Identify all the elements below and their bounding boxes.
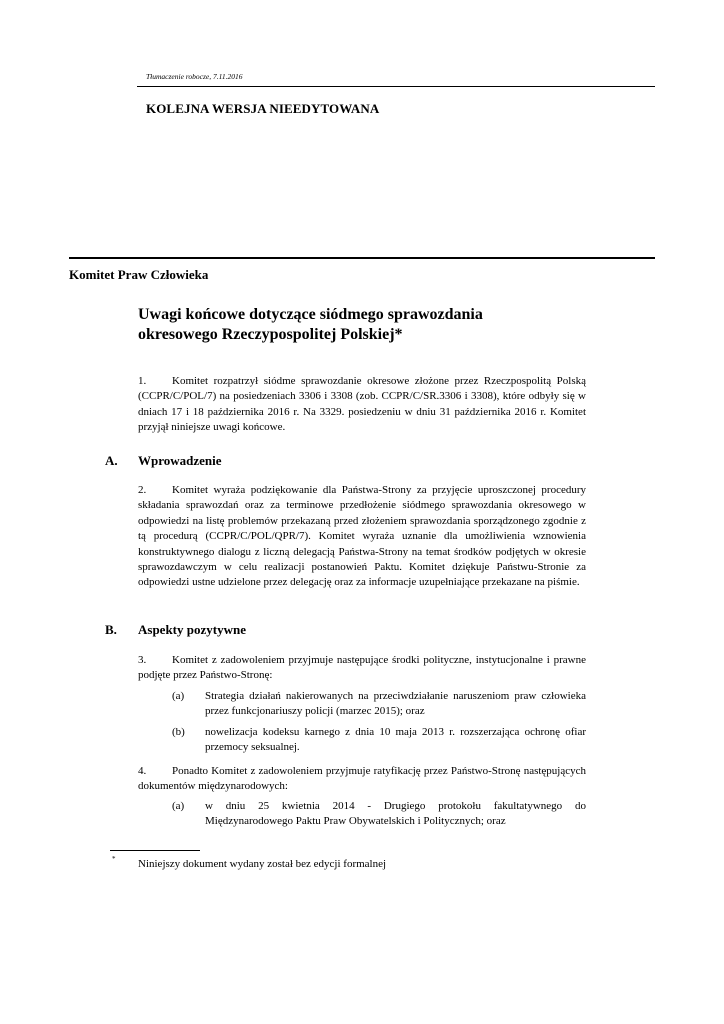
subitem-text: nowelizacja kodeksu karnego z dnia 10 maja 2013 r. rozszerzająca ochronę ofiar przemocy seksualnej. xyxy=(205,726,586,754)
footnote-rule xyxy=(110,850,200,851)
subitem-text: w dniu 25 kwietnia 2014 - Drugiego protokołu fakultatywnego do Międzynarodowego Paktu Praw Obywatelskich i Politycznych; oraz xyxy=(205,800,586,828)
paragraph-number: 4. xyxy=(138,765,147,777)
paragraph-1 xyxy=(138,374,586,436)
paragraph-text: Komitet rozpatrzył siódme sprawozdanie okresowe złożone przez Rzeczpospolitą Polską (CCPR/C/POL/7) na posiedzeniach 3306 i 3308 (zob. CCPR/C/SR.3306 i 3308), które odbyły się w dniach 17 i 18 października 2016 r. Na 3329. posiedzeniu w dniu 31 października 2016 r. Komitet przyjął niniejsze uwagi końcowe. xyxy=(138,375,586,434)
header-rule xyxy=(137,86,655,87)
working-translation-note: Tłumaczenie robocze, 7.11.2016 xyxy=(146,72,243,81)
header-thick-rule xyxy=(69,257,655,259)
subitem-label: (a) xyxy=(172,800,185,812)
paragraph-text: Komitet z zadowoleniem przyjmuje następujące środki polityczne, instytucjonalne i prawne podjęte przez Państwo-Stronę: xyxy=(138,654,586,682)
footnote-text: Niniejszy dokument wydany został bez edycji formalnej xyxy=(138,858,387,870)
paragraph-number: 2. xyxy=(138,484,147,496)
paragraph-text: Komitet wyraża podziękowanie dla Państwa-Strony za przyjęcie uproszczonej procedury składania sprawozdań oraz za terminowe przedłożenie siódmego sprawozdania okresowego w odpowiedzi na listę problemów przekazaną przed złożeniem sprawozdania sporządzonego zgodnie z tą procedurą (CCPR/C/POL/QPR/7). Komitet wyraża uznanie dla umożliwienia wznowienia konstruktywnego dialogu z liczną delegacją Państwa-Strony na temat środków podjętych w okresie sprawozdawczym w celu realizacji postanowień Paktu. Komitet dziękuje Państwu-Stronie za odpowiedzi ustne udzielone przez delegację oraz za informacje uzupełniające przekazane na piśmie. xyxy=(138,484,586,589)
title-line-1: Uwagi końcowe dotyczące siódmego sprawozdania xyxy=(138,306,483,323)
paragraph-number: 1. xyxy=(138,375,147,387)
subitem-label: (b) xyxy=(172,726,185,738)
section-b-title: Aspekty pozytywne xyxy=(138,622,246,637)
paragraph-4 xyxy=(138,764,586,795)
title-line-2: okresowego Rzeczypospolitej Polskiej* xyxy=(138,326,403,343)
paragraph-number: 3. xyxy=(138,654,147,666)
document-title xyxy=(138,305,618,345)
subitem-3a xyxy=(172,689,586,720)
unedited-version-label: KOLEJNA WERSJA NIEEDYTOWANA xyxy=(146,101,380,116)
subitem-3b xyxy=(172,725,586,756)
paragraph-3 xyxy=(138,653,586,684)
subitem-4a xyxy=(172,799,586,830)
section-a-title: Wprowadzenie xyxy=(138,453,222,468)
committee-name: Komitet Praw Człowieka xyxy=(69,267,209,282)
paragraph-text: Ponadto Komitet z zadowoleniem przyjmuje ratyfikację przez Państwo-Stronę następujących dokumentów międzynarodowych: xyxy=(138,765,586,793)
section-b-letter: B. xyxy=(105,622,117,637)
footnote-mark: * xyxy=(112,855,116,863)
subitem-label: (a) xyxy=(172,690,185,702)
paragraph-2 xyxy=(138,483,586,591)
section-a-letter: A. xyxy=(105,453,118,468)
subitem-text: Strategia działań nakierowanych na przeciwdziałanie naruszeniom praw człowieka przez funkcjonariuszy policji (marzec 2015); oraz xyxy=(205,690,586,718)
